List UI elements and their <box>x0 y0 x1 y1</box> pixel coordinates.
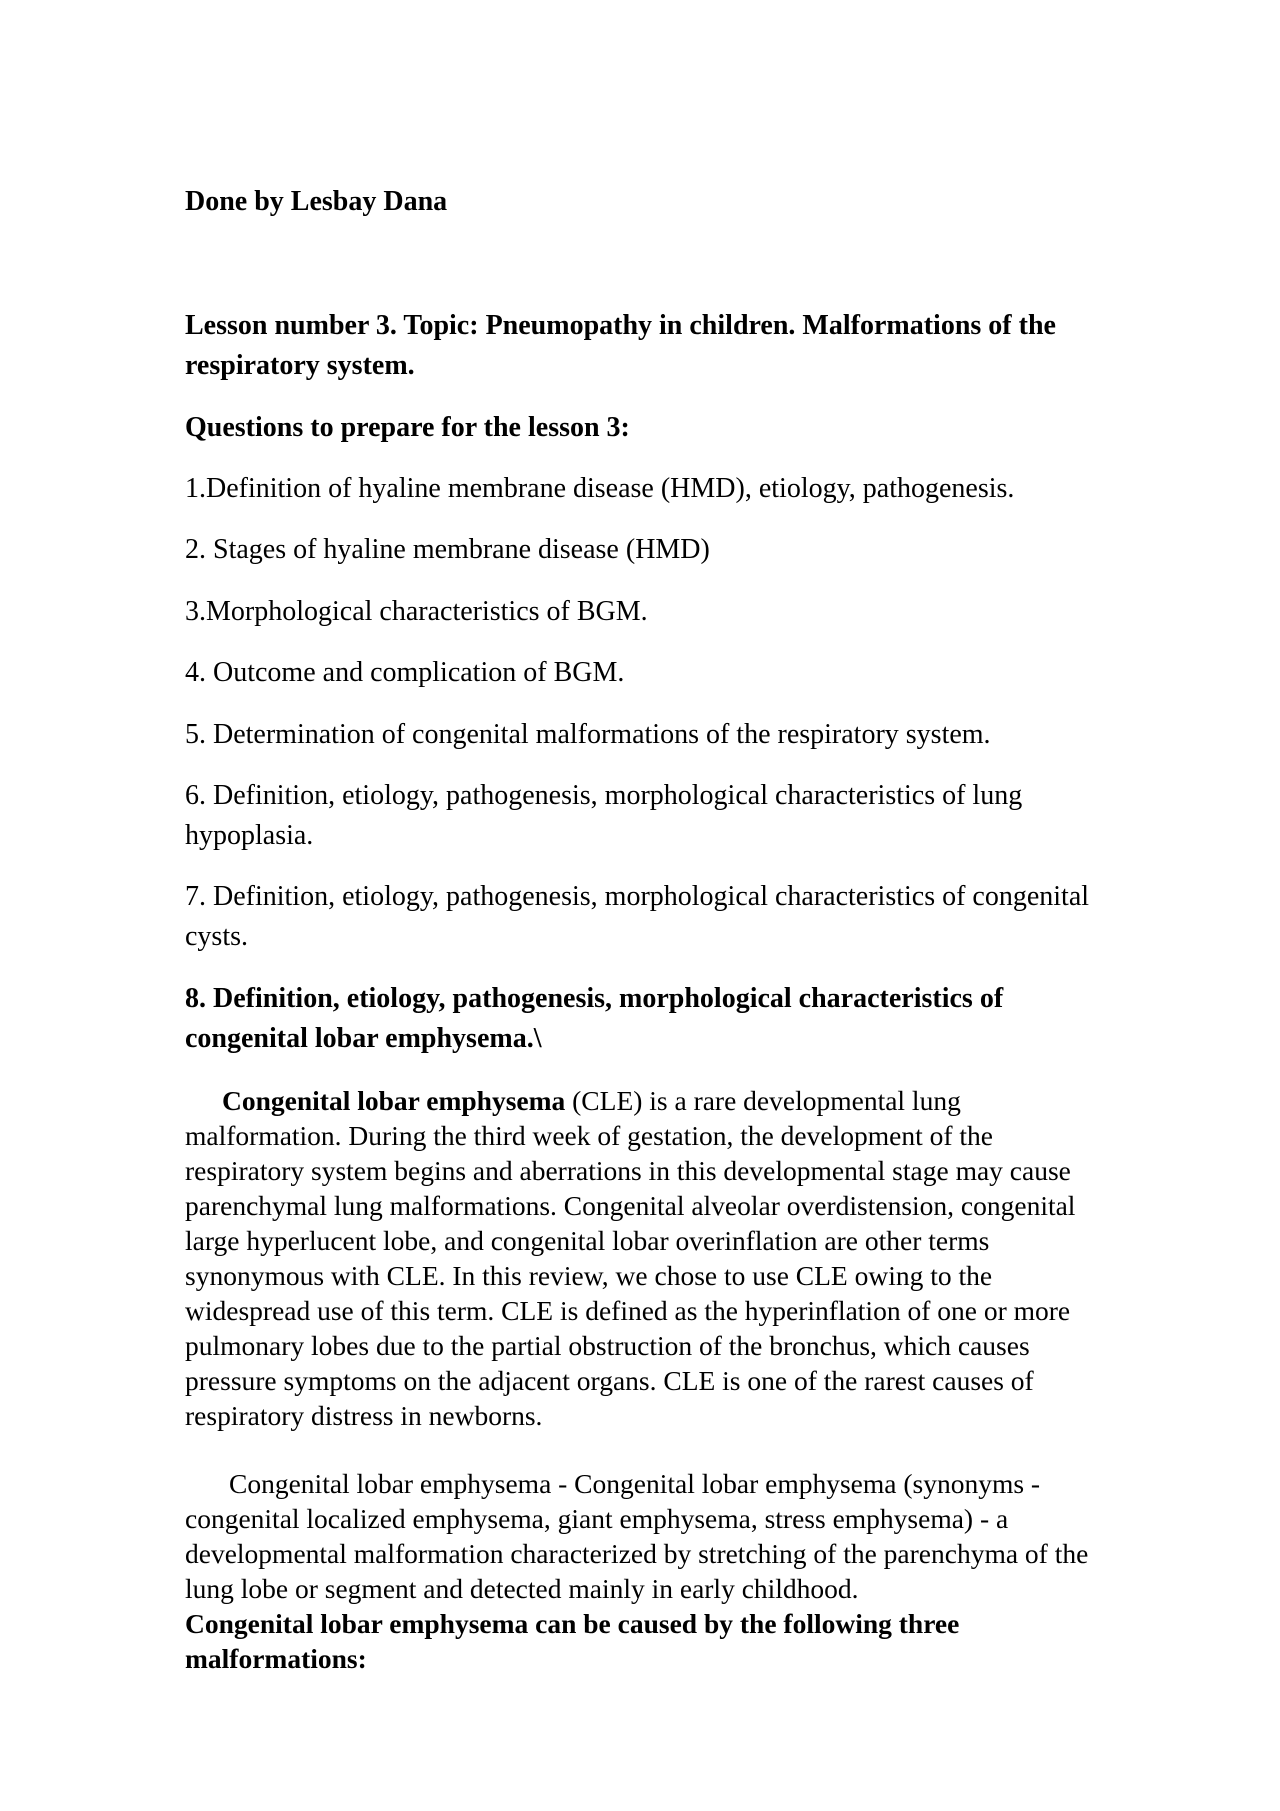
question-1: 1.Definition of hyaline membrane disease (HMD), etiology, pathogenesis. <box>185 473 1015 504</box>
cle-term: Congenital lobar emphysema <box>222 1085 566 1116</box>
author-line: Done by Lesbay Dana <box>185 186 448 217</box>
closing-line-1: Congenital lobar emphysema can be caused by the following three <box>185 1608 960 1639</box>
synonyms-paragraph-line-1: Congenital lobar emphysema - Congenital lobar emphysema (synonyms - <box>229 1468 1041 1499</box>
cle-paragraph-line-6: synonymous with CLE. In this review, we chose to use CLE owing to the <box>185 1260 993 1291</box>
synonyms-paragraph-line-3: developmental malformation characterized by stretching of the parenchyma of the <box>185 1538 1089 1569</box>
cle-paragraph-line-2: malformation. During the third week of gestation, the development of the <box>185 1120 993 1151</box>
lesson-title-line-1: Lesson number 3. Topic: Pneumopathy in children. Malformations of the <box>185 310 1056 341</box>
question-2: 2. Stages of hyaline membrane disease (HMD) <box>185 534 710 565</box>
synonyms-paragraph-line-2: congenital localized emphysema, giant emphysema, stress emphysema) - a <box>185 1503 1009 1534</box>
closing-line-2: malformations: <box>185 1643 367 1674</box>
question-3: 3.Morphological characteristics of BGM. <box>185 596 648 627</box>
question-6-line-1: 6. Definition, etiology, pathogenesis, morphological characteristics of lung <box>185 780 1023 811</box>
question-4: 4. Outcome and complication of BGM. <box>185 657 625 688</box>
lesson-title-line-2: respiratory system. <box>185 350 415 381</box>
cle-paragraph-line-7: widespread use of this term. CLE is defined as the hyperinflation of one or more <box>185 1295 1071 1326</box>
cle-paragraph-line-5: large hyperlucent lobe, and congenital lobar overinflation are other terms <box>185 1225 990 1256</box>
question-6-line-2: hypoplasia. <box>185 820 314 851</box>
cle-paragraph-line-9: pressure symptoms on the adjacent organs. CLE is one of the rarest causes of <box>185 1365 1034 1396</box>
question-5: 5. Determination of congenital malformations of the respiratory system. <box>185 719 991 750</box>
question-8-line-1: 8. Definition, etiology, pathogenesis, morphological characteristics of <box>185 983 1004 1014</box>
question-7-line-2: cysts. <box>185 921 248 952</box>
cle-paragraph-line-4: parenchymal lung malformations. Congenital alveolar overdistension, congenital <box>185 1190 1076 1221</box>
question-7-line-1: 7. Definition, etiology, pathogenesis, morphological characteristics of congenital <box>185 881 1090 912</box>
cle-paragraph-line-10: respiratory distress in newborns. <box>185 1400 543 1431</box>
cle-paragraph-line-3: respiratory system begins and aberrations in this developmental stage may cause <box>185 1155 1071 1186</box>
question-8-line-2: congenital lobar emphysema.\ <box>185 1023 542 1054</box>
cle-paragraph-line-1: Congenital lobar emphysema (CLE) is a rare developmental lung <box>222 1085 961 1116</box>
questions-heading: Questions to prepare for the lesson 3: <box>185 412 630 443</box>
synonyms-paragraph-line-4: lung lobe or segment and detected mainly in early childhood. <box>185 1573 859 1604</box>
cle-paragraph-line-8: pulmonary lobes due to the partial obstruction of the bronchus, which causes <box>185 1330 1030 1361</box>
cle-paragraph <box>185 1083 1185 1433</box>
synonyms-paragraph <box>185 1466 1185 1676</box>
